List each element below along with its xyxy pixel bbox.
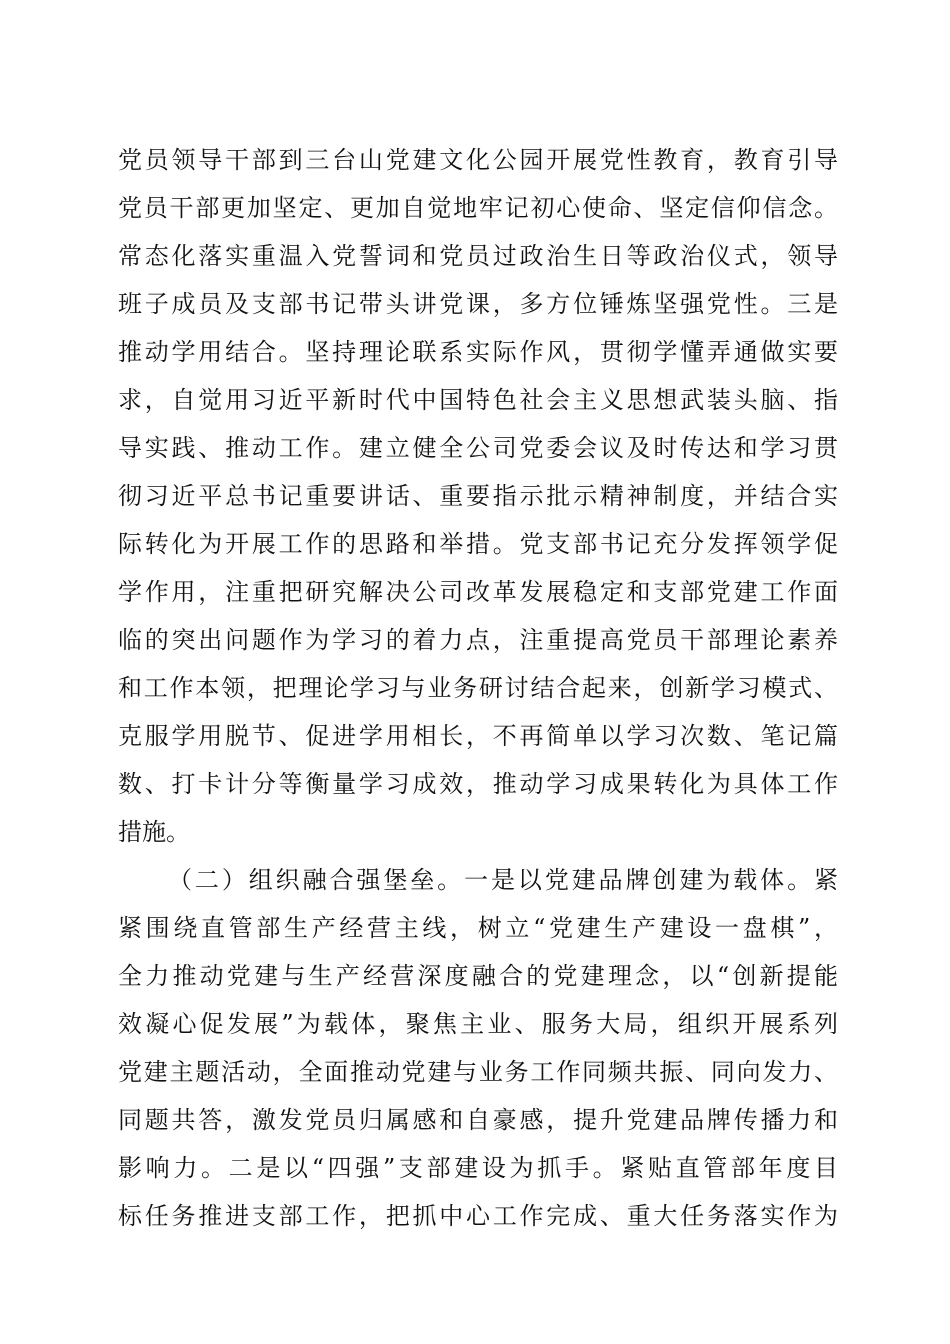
body-text-line: 影响力。二是以“四强”支部建设为抓手。紧贴直管部年度目 [118, 1154, 838, 1182]
body-text-line: 党员干部更加坚定、更加自觉地牢记初心使命、坚定信仰信念。 [118, 194, 838, 222]
body-text-line: 措施。 [118, 818, 190, 846]
body-text-line: 克服学用脱节、促进学用相长，不再简单以学习次数、笔记篇 [118, 722, 838, 750]
body-text-line: 常态化落实重温入党誓词和党员过政治生日等政治仪式，领导 [118, 242, 838, 270]
body-text-line: 全力推动党建与生产经营深度融合的党建理念，以“创新提能 [118, 962, 838, 990]
body-text-line: 彻习近平总书记重要讲话、重要指示批示精神制度，并结合实 [118, 482, 838, 510]
body-text-line: 标任务推进支部工作，把抓中心工作完成、重大任务落实作为 [118, 1202, 838, 1230]
body-text-line: 班子成员及支部书记带头讲党课，多方位锤炼坚强党性。三是 [118, 290, 838, 318]
body-text-line: 数、打卡计分等衡量学习成效，推动学习成果转化为具体工作 [118, 770, 838, 798]
body-text-line: 求，自觉用习近平新时代中国特色社会主义思想武装头脑、指 [118, 386, 838, 414]
body-text-line: 学作用，注重把研究解决公司改革发展稳定和支部党建工作面 [118, 578, 838, 606]
body-text-line: 紧围绕直管部生产经营主线，树立“党建生产建设一盘棋”， [118, 914, 838, 942]
body-text-line: 效凝心促发展”为载体，聚焦主业、服务大局，组织开展系列 [118, 1010, 838, 1038]
body-text-line: 和工作本领，把理论学习与业务研讨结合起来，创新学习模式、 [118, 674, 838, 702]
body-text-line: 推动学用结合。坚持理论联系实际作风，贯彻学懂弄通做实要 [118, 338, 838, 366]
body-text-line: 同题共答，激发党员归属感和自豪感，提升党建品牌传播力和 [118, 1106, 838, 1134]
body-text-line: 际转化为开展工作的思路和举措。党支部书记充分发挥领学促 [118, 530, 838, 558]
body-text-line: 导实践、推动工作。建立健全公司党委会议及时传达和学习贯 [118, 434, 838, 462]
body-text-line: 临的突出问题作为学习的着力点，注重提高党员干部理论素养 [118, 626, 838, 654]
body-text-line: 党员领导干部到三台山党建文化公园开展党性教育，教育引导 [118, 146, 838, 174]
section-heading-line: （二）组织融合强堡垒。一是以党建品牌创建为载体。紧 [168, 866, 838, 894]
body-text-line: 党建主题活动，全面推动党建与业务工作同频共振、同向发力、 [118, 1058, 838, 1086]
